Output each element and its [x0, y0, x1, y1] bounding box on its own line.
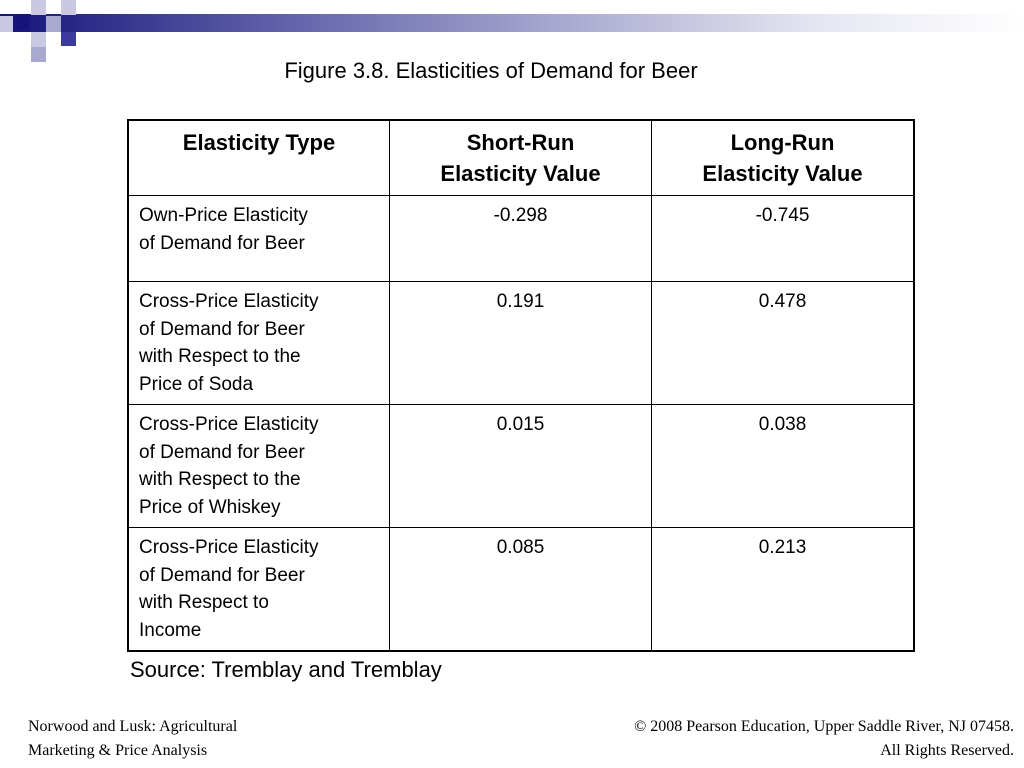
table-row — [128, 528, 914, 652]
cell-line: Price of Whiskey — [139, 496, 281, 518]
short-run-value: 0.015 — [390, 405, 652, 528]
decorative-square-lavender-2 — [61, 0, 76, 15]
cell-line: of Demand for Beer — [139, 564, 305, 586]
cell-line: Price of Soda — [139, 373, 254, 395]
cell-line: with Respect to — [139, 592, 269, 613]
header-long-run — [652, 120, 915, 196]
decorative-square-blue-1 — [61, 32, 76, 46]
short-run-value: 0.085 — [390, 528, 652, 652]
footer-copyright — [634, 715, 1014, 763]
cell-line: of Demand for Beer — [139, 232, 305, 254]
table-row — [128, 196, 914, 282]
header-gradient-bar — [0, 14, 1024, 32]
elasticity-type-cell — [128, 528, 390, 652]
cell-line: with Respect to the — [139, 469, 301, 490]
cell-line: of Demand for Beer — [139, 441, 305, 463]
decorative-square-periwinkle-1 — [46, 16, 61, 32]
table-row — [128, 405, 914, 528]
short-run-value: 0.191 — [390, 282, 652, 405]
header-line: Short-Run — [466, 130, 575, 155]
cell-line: Cross-Price Elasticity — [139, 291, 319, 312]
decorative-square-navy-1 — [14, 14, 29, 29]
long-run-value: 0.213 — [652, 528, 915, 652]
cell-line: of Demand for Beer — [139, 318, 305, 340]
elasticity-type-cell — [128, 405, 390, 528]
footer-line: Norwood and Lusk: Agricultural — [28, 718, 238, 735]
table-header-row — [128, 120, 914, 196]
long-run-value: 0.478 — [652, 282, 915, 405]
header-short-run — [390, 120, 652, 196]
long-run-value: -0.745 — [652, 196, 915, 282]
source-citation: Source: Tremblay and Tremblay — [130, 657, 442, 682]
cell-line: Own-Price Elasticity — [139, 205, 308, 226]
decorative-square-lavender-4 — [31, 32, 46, 47]
elasticity-type-cell — [128, 282, 390, 405]
cell-line: Cross-Price Elasticity — [139, 414, 319, 435]
elasticity-table — [127, 119, 915, 652]
cell-line: Cross-Price Elasticity — [139, 537, 319, 558]
short-run-value: -0.298 — [390, 196, 652, 282]
header-line: Elasticity Value — [702, 161, 863, 186]
footer-book-title — [28, 715, 237, 763]
header-line: Long-Run — [730, 130, 835, 155]
elasticity-type-cell — [128, 196, 390, 282]
cell-line: with Respect to the — [139, 346, 301, 367]
long-run-value: 0.038 — [652, 405, 915, 528]
header-elasticity-type — [128, 120, 390, 196]
footer-line: © 2008 Pearson Education, Upper Saddle River, NJ 07458. — [634, 718, 1014, 735]
cell-line: Income — [139, 619, 202, 641]
footer-line: All Rights Reserved. — [880, 742, 1014, 759]
decorative-square-lavender-1 — [31, 0, 46, 15]
slide-title: Figure 3.8. Elasticities of Demand for Beer — [284, 58, 698, 83]
table-row — [128, 282, 914, 405]
header-line: Elasticity Type — [182, 130, 336, 155]
decorative-square-lavender-3 — [0, 16, 13, 32]
footer-line: Marketing & Price Analysis — [28, 742, 208, 759]
header-line: Elasticity Value — [440, 161, 601, 186]
